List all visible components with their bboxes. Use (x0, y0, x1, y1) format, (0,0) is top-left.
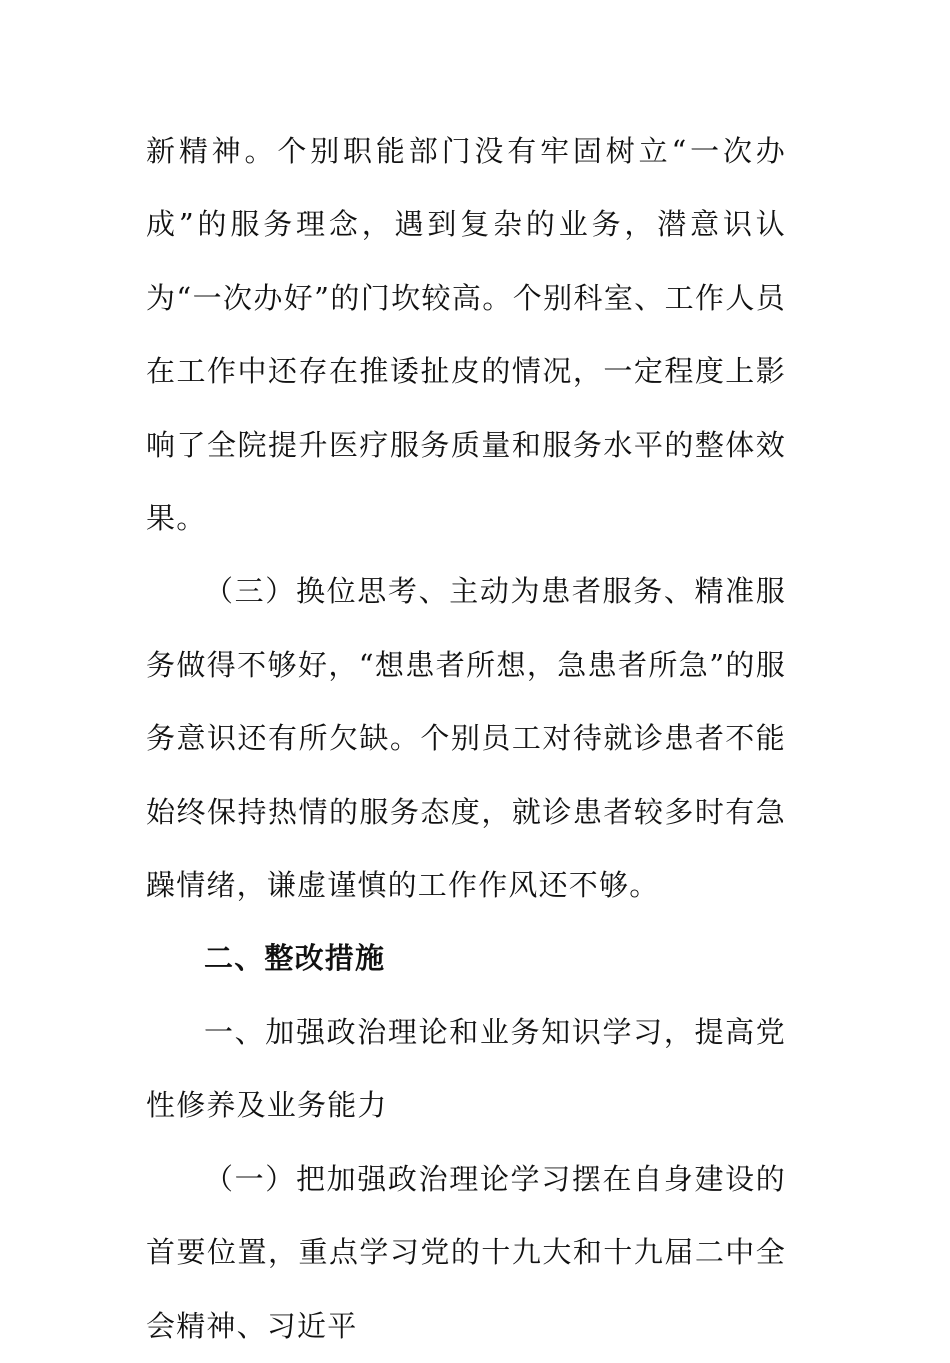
paragraph-measure-one-title: 一、加强政治理论和业务知识学习，提高党性修养及业务能力 (146, 1014, 786, 1123)
paragraph-measure-one-item-one: （一）把加强政治理论学习摆在自身建设的首要位置，重点学习党的十九大和十九届二中全会精神、习近平 (146, 1161, 786, 1343)
document-page (146, 115, 786, 1363)
section-heading-rectification-measures: 二、整改措施 (204, 941, 386, 976)
paragraph-continuation: 新精神。个别职能部门没有牢固树立“一次办成”的服务理念，遇到复杂的业务，潜意识认为“一次办好”的门坎较高。个别科室、工作人员在工作中还存在推诿扯皮的情况，一定程度上影响了全院提升医疗服务质量和服务水平的整体效果。 (146, 134, 786, 536)
paragraph-service-awareness: （三）换位思考、主动为患者服务、精准服务做得不够好，“想患者所想，急患者所急”的服务意识还有所欠缺。个别员工对待就诊患者不能始终保持热情的服务态度，就诊患者较多时有急躁情绪，谦虚谨慎的工作作风还不够。 (146, 574, 786, 903)
